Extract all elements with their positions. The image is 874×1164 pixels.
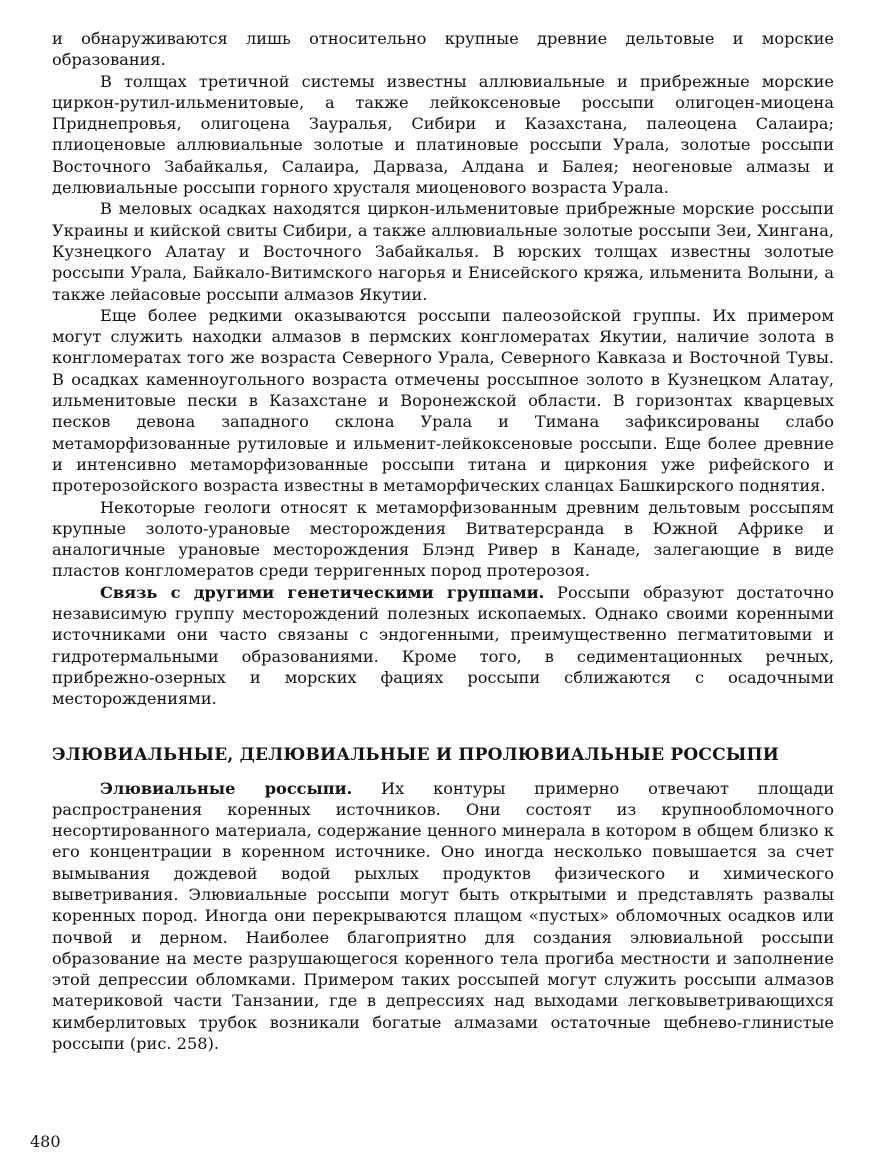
paragraph-relation-text: Россыпи образуют достаточно независимую группу месторождений полезных ископаемых. Однако своими коренными источниками они часто связаны с эндогенными, преимущественно пегматитовыми и гидротермальными образованиями. Кроме того, в седиментационных речных, прибрежно-озерных и морских фациях россыпи сближаются с осадочными месторождениями. <box>52 582 834 709</box>
section-heading: ЭЛЮВИАЛЬНЫЕ, ДЕЛЮВИАЛЬНЫЕ И ПРОЛЮВИАЛЬНЫЕ РОССЫПИ <box>52 744 779 765</box>
paragraph-continuation: и обнаруживаются лишь относительно крупные древние дельтовые и морские образования. <box>52 29 834 70</box>
run-in-heading-relation: Связь с другими генетическими группами. <box>100 582 545 602</box>
paragraph-eluvial-text: Их контуры примерно отвечают площади распространения коренных источников. Они состоят из крупнообломочного несортированного материала, содержание ценного минерала в котором в общем близко к его концентрации в коренном источнике. Оно иногда несколько повышается за счет вымывания дождевой водой рыхлых продуктов физического и химического выветривания. Элювиальные россыпи могут быть открытыми и представлять развалы коренных пород. Иногда они перекрываются плащом «пустых» обломочных осадков или почвой и дерном. Наиболее благоприятно для создания элювиальной россыпи образование на месте разрушающегося коренного тела прогиба местности и заполнение этой депрессии обломками. Примером таких россыпей могут служить россыпи алмазов материковой части Танзании, где в депрессиях над выходами легковыветривающихся кимберлитовых трубок возникали богатые алмазами остаточные щебнево-глинистые россыпи (рис. 258). <box>52 778 834 1054</box>
paragraph-witwatersrand: Некоторые геологи относят к метаморфизованным древним дельтовым россыпям крупные золото-урановые месторождения Витватерсранда в Южной Африке и аналогичные урановые месторождения Блэнд Ривер в Канаде, залегающие в виде пластов конгломератов среди терригенных пород протерозоя. <box>52 497 834 581</box>
paragraph-eluvial <box>52 778 834 1055</box>
page-number: 480 <box>30 1132 61 1151</box>
paragraph-tertiary: В толщах третичной системы известны аллювиальные и прибрежные морские циркон-рутил-ильменитовые, а также лейкоксеновые россыпи олигоцен-миоцена Приднепровья, олигоцена Зауралья, Сибири и Казахстана, палеоцена Салаира; плиоценовые аллювиальные золотые и платиновые россыпи Урала, золотые россыпи Восточного Забайкалья, Салаира, Дарваза, Алдана и Балея; неогеновые алмазы и делювиальные россыпи горного хрусталя миоценового возраста Урала. <box>52 71 834 198</box>
paragraph-paleozoic: Еще более редкими оказываются россыпи палеозойской группы. Их примером могут служить находки алмазов в пермских конгломератах Якутии, наличие золота в конгломератах того же возраста Северного Урала, Северного Кавказа и Восточной Тувы. В осадках каменноугольного возраста отмечены россыпное золото в Кузнецком Алатау, ильменитовые пески в Казахстане и Воронежской области. В горизонтах кварцевых песков девона западного склона Урала и Тимана зафиксированы слабо метаморфизованные рутиловые и ильменит-лейкоксеновые россыпи. Еще более древние и интенсивно метаморфизованные россыпи титана и циркония уже рифейского и протерозойского возраста известны в метаморфических сланцах Башкирского поднятия. <box>52 305 834 496</box>
paragraph-cretaceous: В меловых осадках находятся циркон-ильменитовые прибрежные морские россыпи Украины и кийской свиты Сибири, а также аллювиальные золотые россыпи Зеи, Хингана, Кузнецкого Алатау и Восточного Забайкалья. В юрских толщах известны золотые россыпи Урала, Байкало-Витимского нагорья и Енисейского кряжа, ильменита Волыни, а также лейасовые россыпи алмазов Якутии. <box>52 199 834 304</box>
paragraph-relation <box>52 582 834 710</box>
run-in-heading-eluvial: Элювиальные россыпи. <box>100 778 353 798</box>
page-body <box>52 28 834 1054</box>
